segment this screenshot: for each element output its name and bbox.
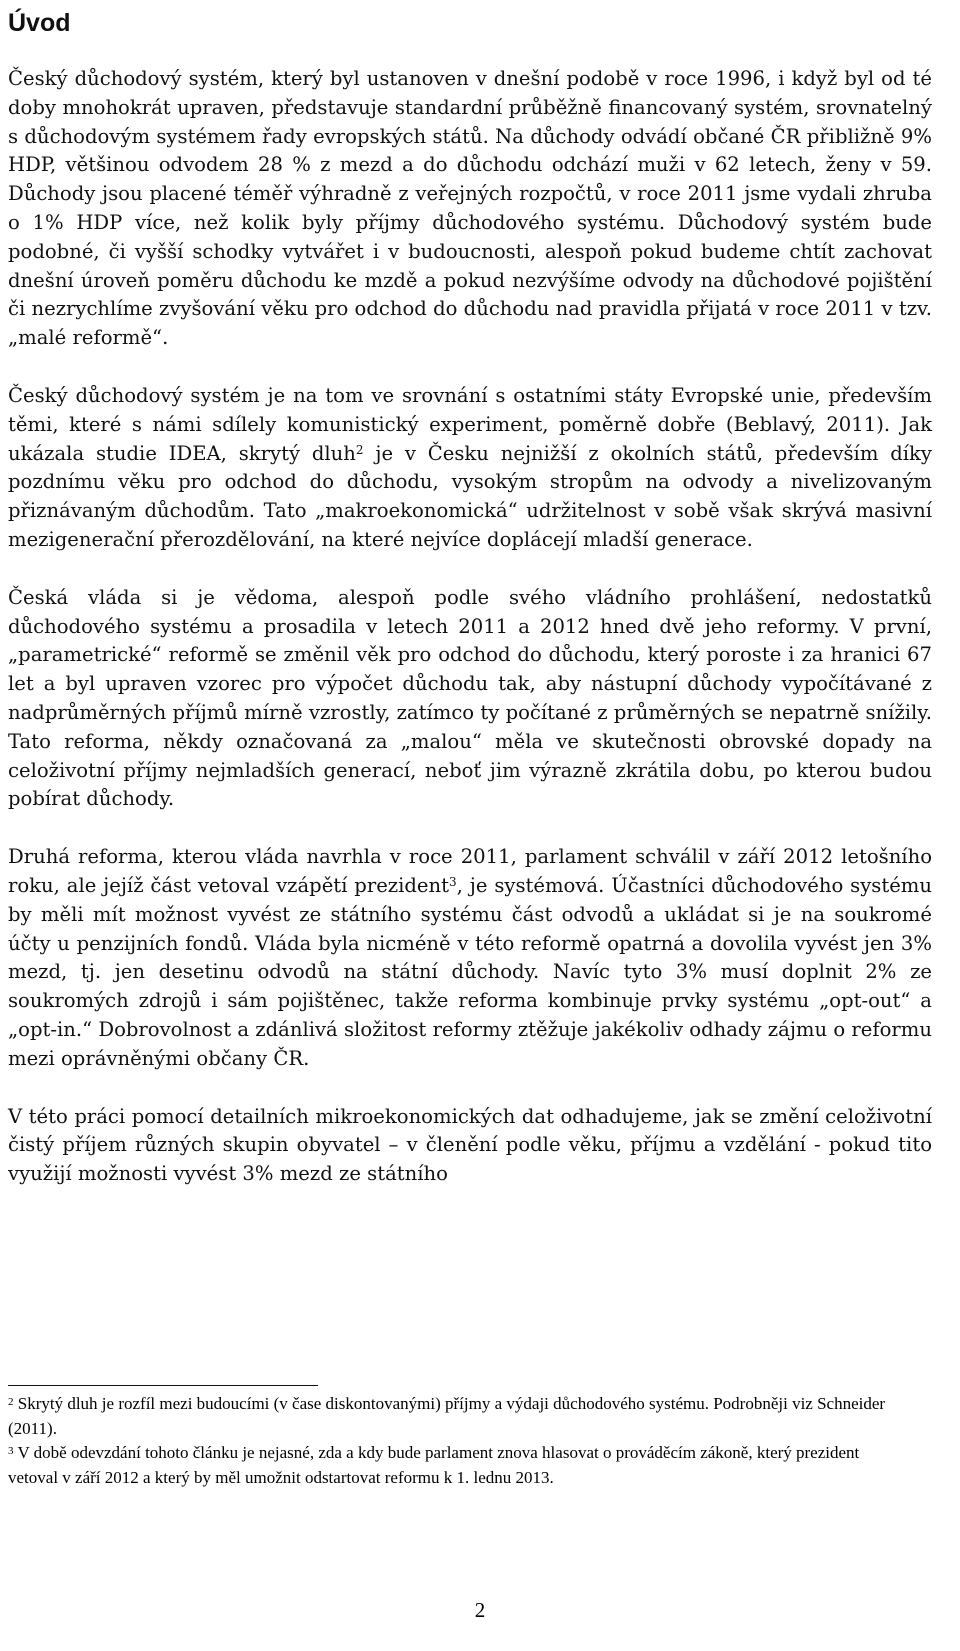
- paragraph-4-text-a: Druhá reforma, kterou vláda navrhla v roce 2011, parlament schválil v září 2012 letošního roku, ale jejíž část vetoval vzápětí prezident: [8, 845, 932, 897]
- footnote-ref-2: 2: [355, 442, 364, 457]
- paragraph-1-text: Český důchodový systém, který byl ustanoven v dnešní podobě v roce 1996, i když byl od té doby mnohokrát upraven, představuje standardní průběžně financovaný systém, srovnatelný s důchodovým systémem řady evropských států. Na důchody odvádí občané ČR přibližně 9% HDP, většinou odvodem 28 % z mezd a do důchodu odchází muži v 62 letech, ženy v 59. Důchody jsou placené téměř výhradně z veřejných rozpočtů, v roce 2011 jsme vydali zhruba o 1% HDP více, než kolik byly příjmy důchodového systému. Důchodový systém bude podobné, či vyšší schodky vytvářet i v budoucnosti, alespoň pokud budeme chtít zachovat dnešní úroveň poměru důchodu ke mzdě a pokud nezvýšíme odvody na důchodové pojištění či nezrychlíme zvyšování věku pro odchod do důchodu nad pravidla přijatá v roce 2011 v tzv. „malé reformě“.: [8, 67, 932, 350]
- paragraph-3-text: Česká vláda si je vědoma, alespoň podle svého vládního prohlášení, nedostatků důchodového systému a prosadila v letech 2011 a 2012 hned dvě jeho reformy. V první, „parametrické“ reformě se změnil věk pro odchod do důchodu, který poroste i za hranici 67 let a byl upraven vzorec pro výpočet důchodu tak, aby nástupní důchody vypočítávané z nadprůměrných příjmů mírně vzrostly, zatímco ty počítané z průměrných se nepatrně snížily. Tato reforma, někdy označovaná za „malou“ měla ve skutečnosti obrovské dopady na celoživotní příjmy nejmladších generací, neboť jim výrazně zkrátila dobu, po kterou budou pobírat důchody.: [8, 585, 932, 811]
- footnote-mark-2: 2: [8, 1396, 14, 1408]
- paragraph-4: [8, 843, 932, 1073]
- page-number: 2: [474, 1598, 486, 1622]
- paragraph-2-text-b: je v Česku nejnižší z okolních států, především díky pozdnímu věku pro odchod do důchodu, vysokým stropům na odvody a nivelizovaným přiznávaným důchodům. Tato „makroekonomická“ udržitelnost v sobě však skrývá masivní mezigenerační přerozdělování, na které nejvíce doplácejí mladší generace.: [8, 441, 932, 551]
- footnote-3: [8, 1441, 888, 1490]
- paragraph-1: [8, 65, 932, 353]
- paragraph-2: [8, 382, 932, 555]
- footnote-2-text: Skrytý dluh je rozfíl mezi budoucími (v čase diskontovanými) příjmy a výdaji důchodového systému. Podrobněji viz Schneider (2011).: [8, 1394, 886, 1438]
- footnote-ref-3: 3: [449, 874, 457, 889]
- footnote-2: [8, 1392, 888, 1441]
- footnotes: [8, 1392, 888, 1490]
- section-heading: Úvod: [8, 9, 71, 37]
- paragraph-5: [8, 1103, 932, 1189]
- paragraph-2-text-a: Český důchodový systém je na tom ve srovnání s ostatními státy Evropské unie, především těmi, které s námi sdílely komunistický experiment, poměrně dobře (Beblavý, 2011). Jak ukázala studie IDEA, skrytý dluh: [8, 383, 932, 465]
- footnote-separator: [8, 1385, 318, 1386]
- paragraph-3: [8, 584, 932, 814]
- paragraph-4-text-b: , je systémová. Účastníci důchodového systému by měli mít možnost vyvést ze státního systému část odvodů a ukládat si je na soukromé účty u penzijních fondů. Vláda byla nicméně v této reformě opatrná a dovolila vyvést jen 3% mezd, tj. jen desetinu odvodů na státní důchody. Navíc tyto 3% musí doplnit 2% ze soukromých zdrojů i sám pojištěnec, takže reforma kombinuje prvky systému „opt-out“ a „opt-in.“ Dobrovolnost a zdánlivá složitost reformy ztěžuje jakékoliv odhady zájmu o reformu mezi oprávněnými občany ČR.: [8, 873, 932, 1070]
- paragraph-5-text: V této práci pomocí detailních mikroekonomických dat odhadujeme, jak se změní celoživotní čistý příjem různých skupin obyvatel – v členění podle věku, příjmu a vzdělání - pokud tito využijí možnosti vyvést 3% mezd ze státního: [8, 1104, 932, 1186]
- footnote-3-text: V době odevzdání tohoto článku je nejasné, zda a kdy bude parlament znova hlasovat o prováděcím zákoně, který prezident vetoval v září 2012 a který by měl umožnit odstartovat reformu k 1. lednu 2013.: [8, 1443, 860, 1487]
- footnote-mark-3: 3: [8, 1445, 14, 1457]
